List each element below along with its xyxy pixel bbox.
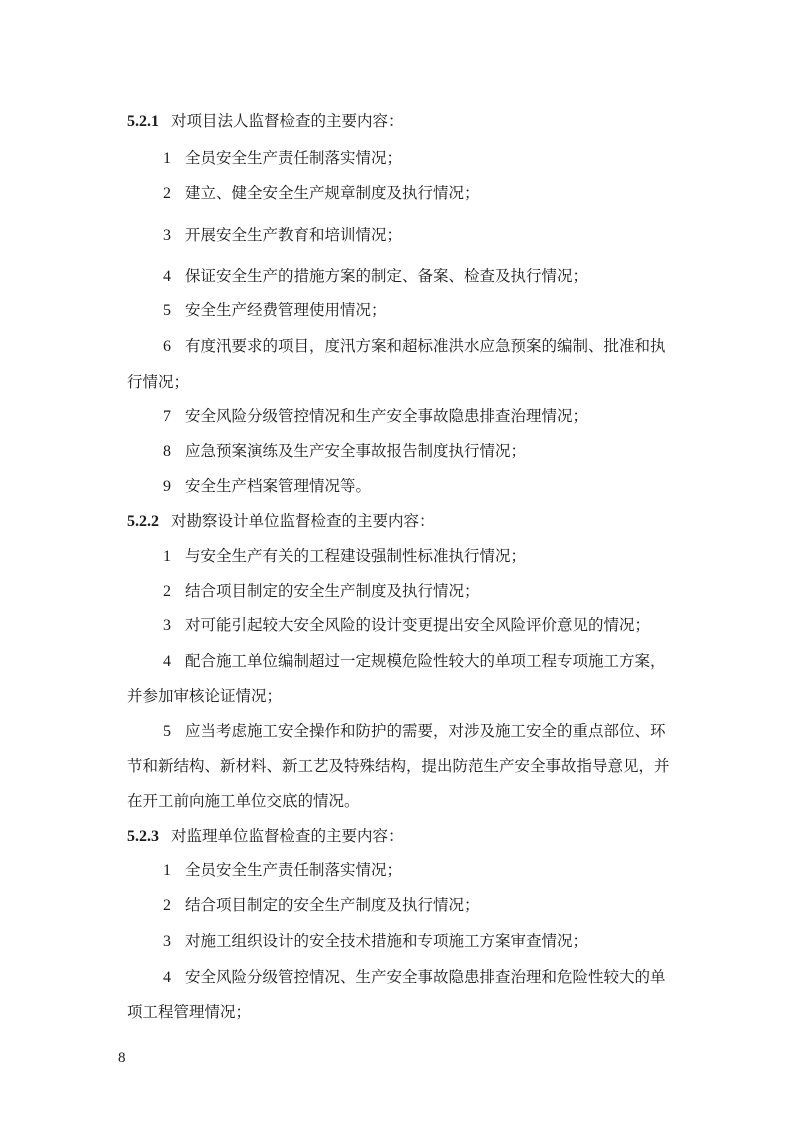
list-item <box>163 406 793 427</box>
item-text: 配合施工单位编制超过一定规模危险性较大的单项工程专项施工方案， <box>185 652 666 670</box>
list-item <box>163 441 793 462</box>
item-continuation <box>127 756 793 776</box>
item-number: 5 <box>163 723 171 740</box>
item-text: 行情况； <box>127 373 190 391</box>
section-number: 5.2.3 <box>127 828 159 845</box>
item-continuation <box>127 372 793 392</box>
item-text: 有度汛要求的项目，度汛方案和超标准洪水应急预案的编制、批准和执 <box>185 337 666 355</box>
item-text: 安全风险分级管控情况、生产安全事故隐患排查治理和危险性较大的单 <box>185 968 666 986</box>
item-text: 与安全生产有关的工程建设强制性标准执行情况； <box>185 547 527 565</box>
list-item <box>163 336 793 357</box>
section-title: 对监理单位监督检查的主要内容： <box>171 827 404 845</box>
list-item <box>163 225 793 246</box>
item-number: 8 <box>163 443 171 460</box>
item-number: 1 <box>163 150 171 167</box>
item-text: 开展安全生产教育和培训情况； <box>185 226 403 244</box>
section-heading-5-2-1 <box>127 111 793 132</box>
list-item <box>163 721 793 742</box>
list-item <box>163 615 793 636</box>
item-text: 应急预案演练及生产安全事故报告制度执行情况； <box>185 442 527 460</box>
item-text: 建立、健全安全生产规章制度及执行情况； <box>185 184 480 202</box>
section-heading-5-2-2 <box>127 511 793 532</box>
item-text: 应当考虑施工安全操作和防护的需要，对涉及施工安全的重点部位、环 <box>185 722 666 740</box>
list-item <box>163 183 793 204</box>
item-number: 2 <box>163 897 171 914</box>
item-text: 节和新结构、新材料、新工艺及特殊结构，提出防范生产安全事故指导意见，并 <box>127 757 670 775</box>
section-heading-5-2-3 <box>127 826 793 847</box>
page-number: 8 <box>118 1050 126 1066</box>
list-item <box>163 651 793 672</box>
list-item <box>163 860 793 881</box>
list-item <box>163 300 793 321</box>
item-text: 安全生产档案管理情况等。 <box>185 477 372 495</box>
item-text: 在开工前向施工单位交底的情况。 <box>127 792 360 810</box>
item-text: 并参加审核论证情况； <box>127 687 283 705</box>
list-item <box>163 895 793 916</box>
item-continuation <box>127 686 793 706</box>
list-item <box>163 967 793 988</box>
item-text: 安全风险分级管控情况和生产安全事故隐患排查治理情况； <box>185 407 589 425</box>
item-number: 4 <box>163 268 171 285</box>
item-number: 6 <box>163 338 171 355</box>
item-text: 对施工组织设计的安全技术措施和专项施工方案审查情况； <box>185 932 589 950</box>
section-title: 对项目法人监督检查的主要内容： <box>171 112 404 130</box>
item-number: 7 <box>163 408 171 425</box>
item-continuation <box>127 1002 793 1022</box>
list-item <box>163 581 793 602</box>
section-number: 5.2.1 <box>127 113 159 130</box>
list-item <box>163 546 793 567</box>
item-text: 结合项目制定的安全生产制度及执行情况； <box>185 896 480 914</box>
list-item <box>163 148 793 169</box>
item-number: 3 <box>163 933 171 950</box>
item-text: 保证安全生产的措施方案的制定、备案、检查及执行情况； <box>185 267 589 285</box>
item-number: 3 <box>163 227 171 244</box>
item-text: 全员安全生产责任制落实情况； <box>185 149 403 167</box>
item-text: 全员安全生产责任制落实情况； <box>185 861 403 879</box>
item-number: 1 <box>163 862 171 879</box>
item-number: 5 <box>163 302 171 319</box>
list-item <box>163 931 793 952</box>
item-continuation <box>127 791 793 811</box>
item-text: 项工程管理情况； <box>127 1003 252 1021</box>
item-number: 2 <box>163 185 171 202</box>
item-number: 4 <box>163 653 171 670</box>
item-number: 1 <box>163 548 171 565</box>
item-number: 2 <box>163 583 171 600</box>
item-text: 安全生产经费管理使用情况； <box>185 301 387 319</box>
item-text: 结合项目制定的安全生产制度及执行情况； <box>185 582 480 600</box>
item-number: 9 <box>163 478 171 495</box>
item-number: 4 <box>163 969 171 986</box>
list-item <box>163 266 793 287</box>
item-text: 对可能引起较大安全风险的设计变更提出安全风险评价意见的情况； <box>185 616 651 634</box>
item-number: 3 <box>163 617 171 634</box>
section-number: 5.2.2 <box>127 513 159 530</box>
section-title: 对勘察设计单位监督检查的主要内容： <box>171 512 435 530</box>
list-item <box>163 476 793 497</box>
